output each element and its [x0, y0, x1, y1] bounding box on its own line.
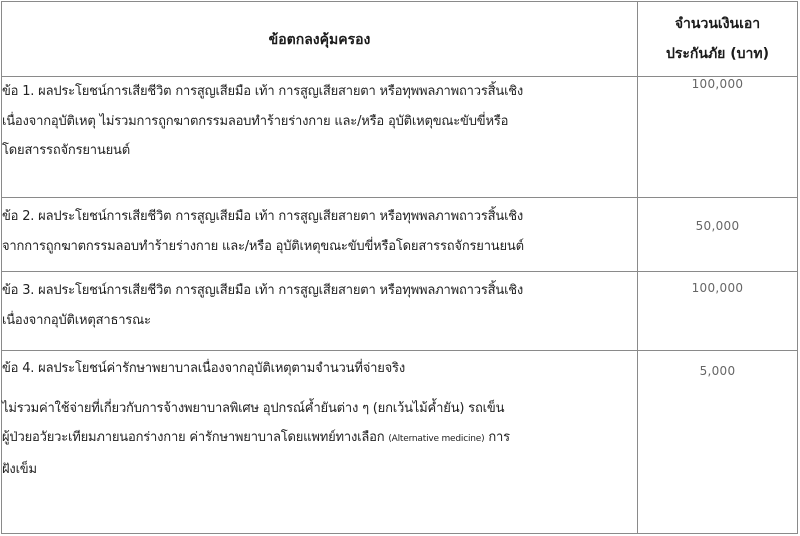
clause-line: ข้อ 2. ผลประโยชน์การเสียชีวิต การสูญเสียมือ เท้า การสูญเสียสายตา หรือทุพพลภาพถาวรสิ้นเชิง	[2, 209, 524, 224]
table-row	[2, 198, 798, 272]
alternative-medicine-note: (Alternative medicine)	[388, 434, 485, 444]
amount-header-line2: ประกันภัย (บาท)	[665, 46, 770, 62]
clause-4-text	[2, 351, 638, 534]
clause-3-text	[2, 272, 638, 351]
clause-3-amount: 100,000	[638, 272, 798, 351]
clause-line	[2, 423, 637, 455]
table-row	[2, 272, 798, 351]
clause-line: ข้อ 1. ผลประโยชน์การเสียชีวิต การสูญเสียมือ เท้า การสูญเสียสายตา หรือทุพพลภาพถาวรสิ้นเชิง	[2, 84, 524, 99]
table-row	[2, 351, 798, 534]
clause-text: ผู้ป่วยอวัยวะเทียมภายนอกร่างกาย ค่ารักษาพยาบาลโดยแพทย์ทางเลือก	[2, 430, 385, 445]
clause-line: ข้อ 3. ผลประโยชน์การเสียชีวิต การสูญเสียมือ เท้า การสูญเสียสายตา หรือทุพพลภาพถาวรสิ้นเชิง	[2, 283, 524, 298]
clause-line: เนื่องจากอุบัติเหตุ ไม่รวมการถูกฆาตกรรมลอบทำร้ายร่างกาย และ/หรือ อุบัติเหตุขณะขับขี่หรือ	[2, 113, 509, 129]
table-header-row	[2, 2, 798, 77]
clause-text: การ	[488, 430, 510, 445]
clause-2-text	[2, 198, 638, 272]
clause-line: ฝังเข็ม	[2, 461, 37, 477]
clause-1-text	[2, 77, 638, 198]
table-row	[2, 77, 798, 198]
coverage-table	[1, 1, 798, 534]
clause-1-amount: 100,000	[638, 77, 798, 198]
clause-2-amount: 50,000	[638, 198, 798, 272]
clause-line: ข้อ 4. ผลประโยชน์ค่ารักษาพยาบาลเนื่องจากอุบัติเหตุตามจำนวนที่จ่ายจริง	[2, 361, 405, 376]
amount-header	[638, 2, 798, 77]
amount-header-line1: จำนวนเงินเอา	[674, 16, 761, 32]
clause-line: ไม่รวมค่าใช้จ่ายที่เกี่ยวกับการจ้างพยาบาลพิเศษ อุปกรณ์ค้ำยันต่าง ๆ (ยกเว้นไม้ค้ำยัน) รถเข็น	[2, 400, 505, 416]
clause-line: จากการถูกฆาตกรรมลอบทำร้ายร่างกาย และ/หรือ อุบัติเหตุขณะขับขี่หรือโดยสารรถจักรยานยนต์	[2, 238, 524, 254]
clause-line: เนื่องจากอุบัติเหตุสาธารณะ	[2, 312, 151, 328]
clause-4-amount: 5,000	[638, 351, 798, 534]
clause-line: โดยสารรถจักรยานยนต์	[2, 143, 130, 158]
line-gap	[2, 384, 637, 394]
coverage-header: ข้อตกลงคุ้มครอง	[2, 2, 638, 77]
